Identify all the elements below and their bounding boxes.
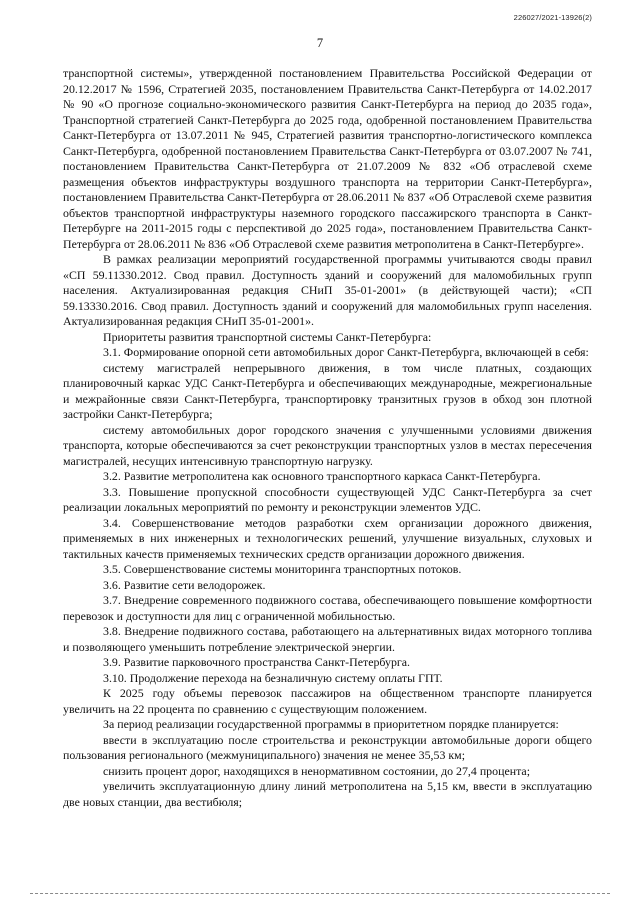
paragraph: 3.3. Повышение пропускной способности существующей УДС Санкт-Петербурга за счет реализации локальных мероприятий по ремонту и реконструкции элементов УДС.	[63, 484, 592, 514]
paragraph: снизить процент дорог, находящихся в ненормативном состоянии, до 27,4 процента;	[103, 763, 531, 778]
paragraph: систему магистралей непрерывного движения, в том числе платных, создающих планировочный каркас УДС Санкт-Петербурга и обеспечивающих международные, межрегиональные и межрайонные связи Санкт-Петербурга, транспортировку транзитных грузов в обход зон плотной застройки Санкт-Петербурга;	[63, 360, 592, 421]
page-number: 7	[316, 36, 324, 50]
paragraph: Приоритеты развития транспортной системы Санкт-Петербурга:	[103, 329, 432, 344]
paragraph: 3.9. Развитие парковочного пространства Санкт-Петербурга.	[103, 655, 411, 669]
paragraph: 3.1. Формирование опорной сети автомобильных дорог Санкт-Петербурга, включающей в себя:	[103, 345, 589, 359]
paragraph: транспортной системы», утвержденной постановлением Правительства Российской Федерации от 20.12.2017 № 1596, Стратегией 2035, постановлением Правительства Санкт-Петербурга от 14.02.2017 № 90 «О прогнозе социально-экономического развития Санкт-Петербурга на период до 2035 года», Транспортной стратегией Санкт-Петербурга до 2025 года, одобренной постановлением Правительства Санкт-Петербурга от 13.07.2011 № 945, Стратегией развития транспортно-логистического комплекса Санкт-Петербурга, одобренной постановлением Правительства Санкт-Петербурга от 03.07.2007 № 741, постановлением Правительства Санкт-Петербурга от 21.07.2009 № 832 «Об отраслевой схеме размещения объектов инфраструктуры воздушного транспорта на территории Санкт-Петербурга», постановлением Правительства Санкт-Петербурга от 28.06.2011 № 837 «Об Отраслевой схеме развития объектов транспортной инфраструктуры наземного городского пассажирского транспорта в Санкт-Петербурге на 2011-2015 годы с перспективой до 2025 года», постановлением Правительства Санкт-Петербурга от 28.06.2011 № 836 «Об Отраслевой схеме развития метрополитена в Санкт-Петербурге».	[63, 66, 592, 251]
paragraph: За период реализации государственной программы в приоритетном порядке планируется:	[103, 717, 559, 731]
document-id: 226027/2021-13926(2)	[513, 13, 592, 22]
paragraph: К 2025 году объемы перевозок пассажиров на общественном транспорте планируется увеличить на 22 процента по сравнению с существующим положением.	[63, 686, 592, 716]
paragraph: 3.10. Продолжение перехода на безналичную систему оплаты ГПТ.	[103, 670, 443, 685]
document-body	[63, 66, 592, 810]
paragraph: 3.7. Внедрение современного подвижного состава, обеспечивающего повышение комфортности перевозок и доступности для лиц с ограниченной мобильностью.	[63, 593, 592, 623]
paragraph: 3.5. Совершенствование системы мониторинга транспортных потоков.	[103, 562, 462, 576]
paragraph: ввести в эксплуатацию после строительства и реконструкции автомобильные дороги общего пользования регионального (межмуниципального) значения не менее 35,53 км;	[63, 732, 592, 762]
paragraph: В рамках реализации мероприятий государственной программы учитываются своды правил «СП 59.11330.2012. Свод правил. Доступность зданий и сооружений для маломобильных групп населения. Актуализированная редакция СНиП 35-01-2001» (в действующей части); «СП 59.13330.2016. Свод правил. Доступность зданий и сооружений для маломобильных групп населения. Актуализированная редакция СНиП 35-01-2001».	[63, 252, 592, 328]
paragraph: 3.2. Развитие метрополитена как основного транспортного каркаса Санкт-Петербурга.	[103, 469, 541, 483]
paragraph: 3.8. Внедрение подвижного состава, работающего на альтернативных видах моторного топлива и позволяющего уменьшить потребление электрической энергии.	[63, 624, 592, 654]
paragraph: увеличить эксплуатационную длину линий метрополитена на 5,15 км, ввести в эксплуатацию две новых станции, два вестибюля;	[63, 779, 592, 809]
paragraph: 3.4. Совершенствование методов разработки схем организации дорожного движения, применяемых в них инженерных и технологических решений, улучшение визуальных, слуховых и тактильных качеств применяемых технических средств организации дорожного движения.	[63, 515, 592, 561]
page-bottom-divider	[30, 893, 610, 894]
paragraph: систему автомобильных дорог городского значения с улучшенными условиями движения транспорта, которые обеспечиваются за счет реконструкции транспортных узлов в местах пересечения магистралей, несущих интенсивную транспортную нагрузку.	[63, 422, 592, 468]
paragraph: 3.6. Развитие сети велодорожек.	[103, 577, 266, 592]
